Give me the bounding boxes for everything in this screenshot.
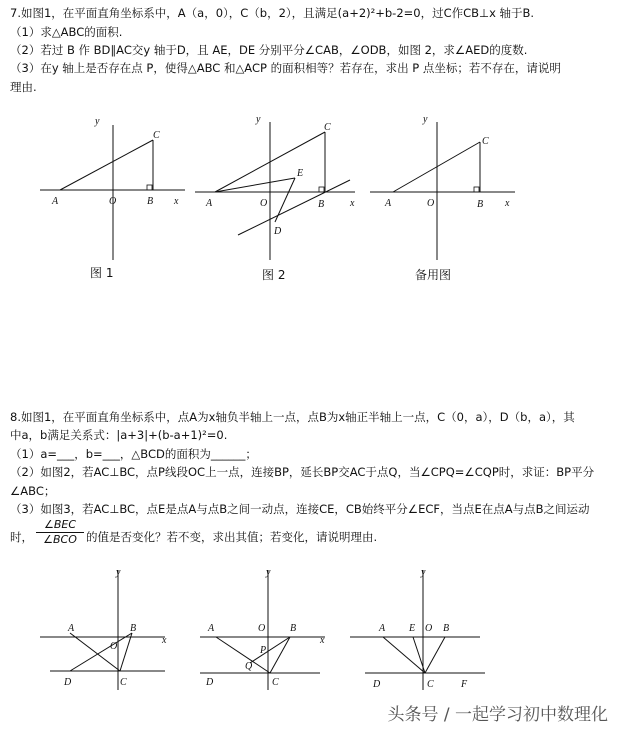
point-q-label: Q (245, 661, 253, 672)
q8-figure-1 (30, 565, 180, 690)
point-o-label: O (109, 196, 117, 207)
point-a-label: A (379, 623, 386, 634)
point-c-label: C (153, 130, 160, 141)
q7-line-3: （2）若过 B 作 BD∥AC交y 轴于D，且 AE，DE 分别平分∠CAB，∠ODB，如图 2，求∠AED的度数. (10, 43, 528, 57)
q8-line-4: （2）如图2，若AC⊥BC，点P线段OC上一点，连接BP，延长BP交AC于点Q，当∠CPQ=∠CQP时，求证：BP平分 (10, 465, 595, 479)
right-angle-mark (147, 185, 152, 190)
point-c-label: C (272, 677, 279, 688)
segment-bd (70, 633, 132, 671)
point-b-label: B (477, 199, 484, 210)
point-o-label: O (425, 623, 433, 634)
point-d-label: D (373, 679, 381, 690)
point-c-label: C (120, 677, 127, 688)
y-axis-label: y (116, 567, 121, 578)
q7-line-2: （1）求△ABC的面积. (10, 25, 123, 39)
segment-ac (70, 633, 120, 671)
point-p-label: P (260, 645, 267, 656)
segment-de (275, 178, 295, 222)
segment-bc (425, 637, 445, 673)
point-e-label: E (409, 623, 416, 634)
point-a-label: A (385, 198, 392, 209)
q7-spare-figure (365, 110, 525, 270)
point-d-label: D (64, 677, 72, 688)
y-axis-label: y (266, 567, 271, 578)
q7-line-1: 7.如图1，在平面直角坐标系中，A（a，0），C（b，2），且满足(a+2)²+b-2=0，过C作CB⊥x 轴于B. (10, 6, 535, 20)
point-c-label: C (324, 122, 331, 133)
point-b-label: B (443, 623, 450, 634)
q7-fig2-caption: 图 2 (262, 268, 286, 282)
point-a-label: A (68, 623, 75, 634)
q7-fig1-caption: 图 1 (90, 266, 114, 280)
point-d-label: D (206, 677, 214, 688)
point-a-label: A (206, 198, 213, 209)
q8-line-1: 8.如图1，在平面直角坐标系中，点A为x轴负半轴上一点，点B为x轴正半轴上一点，C（0，a），D（b，a），其 (10, 410, 575, 424)
q8-figure-3 (345, 565, 505, 690)
q8-line-7-start: 时， (10, 530, 33, 544)
point-c-label: C (427, 679, 434, 690)
point-b-label: B (147, 196, 154, 207)
point-d-label: D (274, 226, 282, 237)
q8-line-5: ∠ABC； (10, 484, 56, 498)
fraction-numerator: ∠BEC (36, 518, 84, 533)
q7-figure-2 (190, 110, 365, 270)
right-angle-mark (319, 187, 324, 192)
point-e-label: E (297, 168, 304, 179)
point-o-label: O (258, 623, 266, 634)
q7-figure-1 (35, 110, 195, 270)
x-axis-label: x (320, 635, 325, 646)
point-c-label: C (482, 136, 489, 147)
point-b-label: B (290, 623, 297, 634)
point-o-label: O (260, 198, 268, 209)
x-axis-label: x (174, 196, 179, 207)
right-angle-mark (474, 187, 479, 192)
y-axis-label: y (95, 116, 100, 127)
line-bd (238, 180, 350, 235)
ratio-fraction (36, 518, 84, 546)
q8-line-3: （1）a=___，b=___，△BCD的面积为______； (10, 447, 257, 461)
q8-line-6: （3）如图3，若AC⊥BC，点E是点A与点B之间一动点，连接CE，CB始终平分∠ECF，当点E在点A与点B之间运动 (10, 502, 590, 516)
point-a-label: A (52, 196, 59, 207)
segment-bc (270, 637, 290, 673)
x-axis-label: x (350, 198, 355, 209)
q8-figure-2 (190, 565, 340, 690)
point-a-label: A (208, 623, 215, 634)
q7-line-5: 理由. (10, 80, 37, 94)
q7-spare-caption: 备用图 (415, 268, 452, 282)
q8-line-2: 中a，b满足关系式：|a+3|+(b-a+1)²=0. (10, 428, 228, 442)
x-axis-label: x (162, 635, 167, 646)
x-axis-label: x (505, 198, 510, 209)
segment-bq (250, 637, 290, 663)
y-axis-label: y (423, 114, 428, 125)
watermark: 头条号 / 一起学习初中数理化 (387, 705, 608, 725)
q8-line-7-end: 的值是否变化？若不变，求出其值；若变化，请说明理由. (86, 530, 378, 544)
fraction-denominator: ∠BCO (43, 533, 77, 546)
q7-line-4: （3）在y 轴上是否存在点 P，使得△ABC 和△ACP 的面积相等？若存在，求出 P 点坐标；若不存在，请说明 (10, 61, 561, 75)
point-o-label: O (110, 641, 118, 652)
point-b-label: B (130, 623, 137, 634)
point-f-label: F (461, 679, 468, 690)
y-axis-label: y (421, 567, 426, 578)
point-o-label: O (427, 198, 435, 209)
point-b-label: B (318, 199, 325, 210)
y-axis-label: y (256, 114, 261, 125)
segment-ac (60, 140, 153, 190)
